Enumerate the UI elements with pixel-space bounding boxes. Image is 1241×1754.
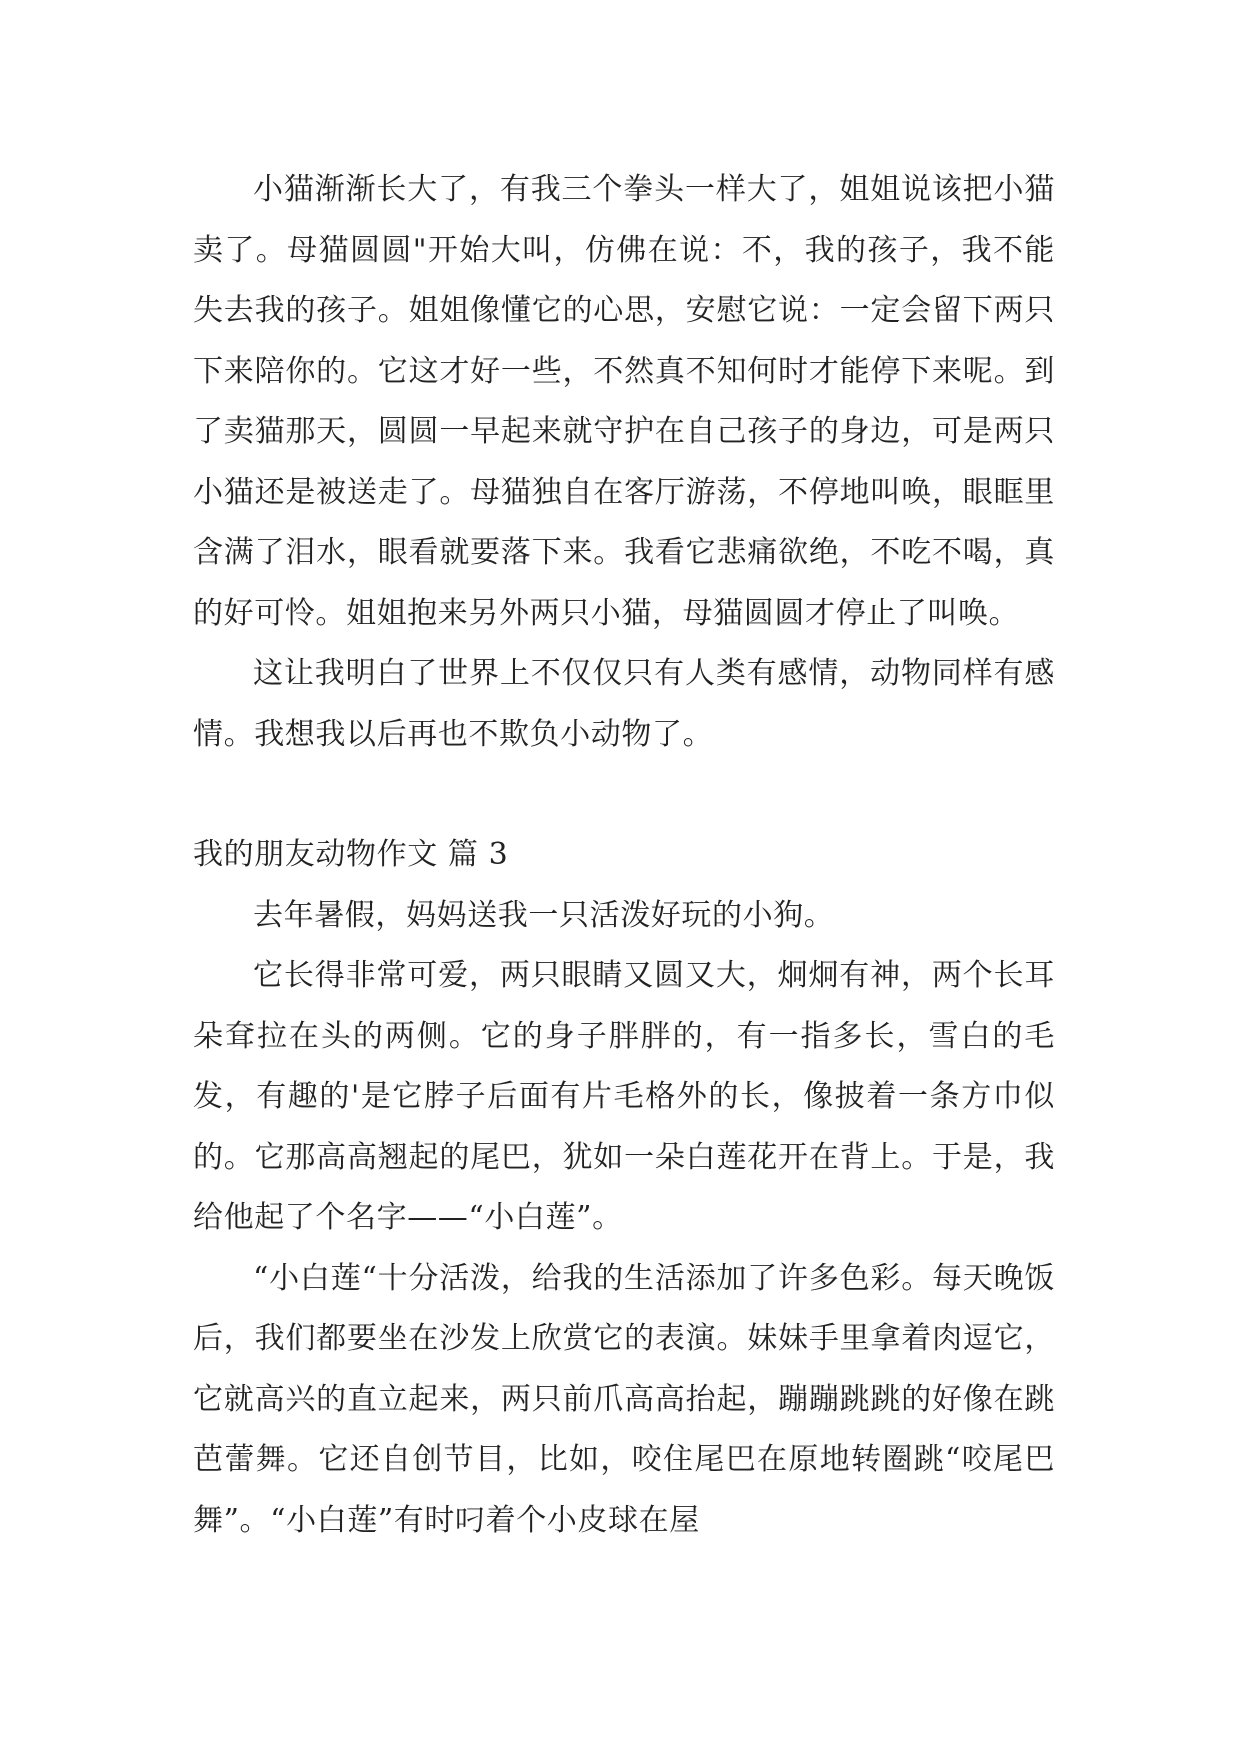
paragraph-puppy-performance: “小白莲“十分活泼，给我的生活添加了许多色彩。每天晚饭后，我们都要坐在沙发上欣赏它的表演。妹妹手里拿着肉逗它，它就高兴的直立起来，两只前爪高高抬起，蹦蹦跳跳的好像在跳芭蕾舞。它还自创节目，比如，咬住尾巴在原地转圈跳“咬尾巴舞”。“小白莲”有时叼着个小皮球在屋	[193, 1260, 1055, 1538]
paragraph-summer-puppy: 去年暑假，妈妈送我一只活泼好玩的小狗。	[253, 897, 835, 933]
paragraph-lesson: 这让我明白了世界上不仅仅只有人类有感情，动物同样有感情。我想我以后再也不欺负小动物了。	[193, 656, 1055, 752]
paragraph-puppy-description: 它长得非常可爱，两只眼睛又圆又大，炯炯有神，两个长耳朵耷拉在头的两侧。它的身子胖胖的，有一指多长，雪白的毛发，有趣的'是它脖子后面有片毛格外的长，像披着一条方巾似的。它那高高翘起的尾巴，犹如一朵白莲花开在背上。于是，我给他起了个名字——“小白莲”。	[193, 958, 1055, 1235]
document-body	[193, 160, 1055, 1551]
paragraph-kitten-sold: 小猫渐渐长大了，有我三个拳头一样大了，姐姐说该把小猫卖了。母猫圆圆"开始大叫，仿佛在说：不，我的孩子，我不能失去我的孩子。姐姐像懂它的心思，安慰它说：一定会留下两只下来陪你的。它这才好一些，不然真不知何时才能停下来呢。到了卖猫那天，圆圆一早起来就守护在自己孩子的身边，可是两只小猫还是被送走了。母猫独自在客厅游荡，不停地叫唤，眼眶里含满了泪水，眼看就要落下来。我看它悲痛欲绝，不吃不喝，真的好可怜。姐姐抱来另外两只小猫，母猫圆圆才停止了叫唤。	[193, 172, 1055, 631]
section-heading: 我的朋友动物作文 篇 3	[193, 837, 509, 872]
